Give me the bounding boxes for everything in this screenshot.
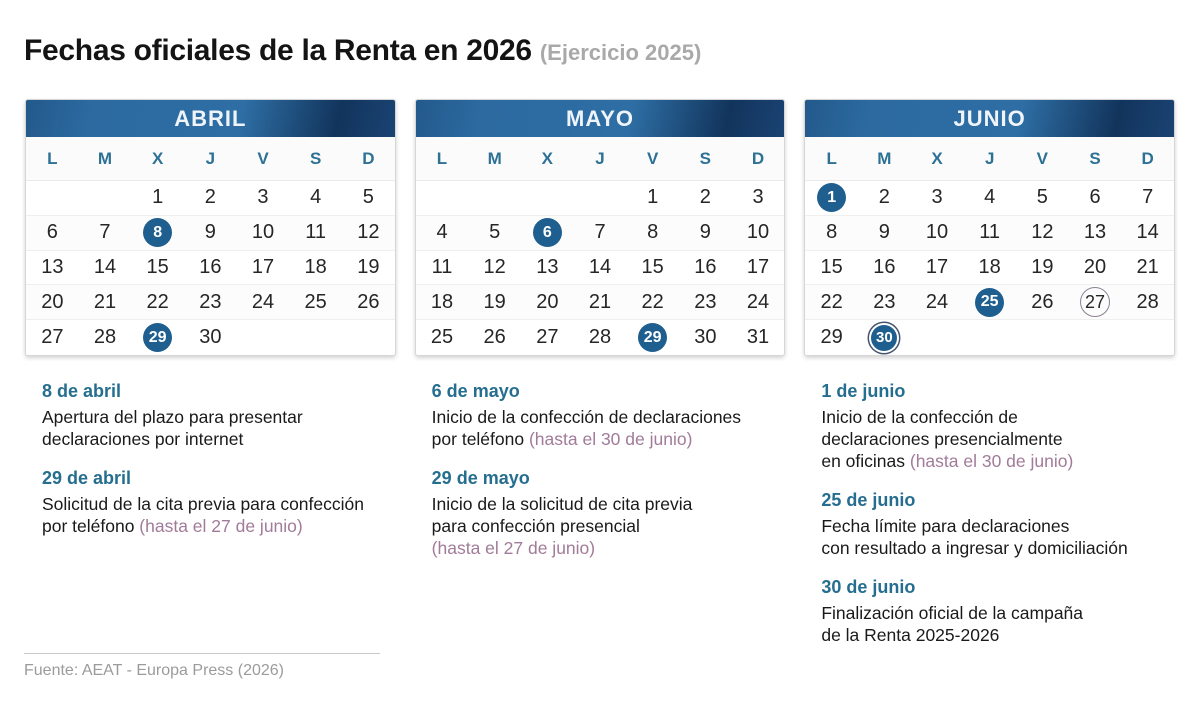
day-29-highlight-abril: 29 bbox=[143, 323, 172, 352]
empty-day-cell bbox=[79, 181, 132, 215]
month-title-abril: ABRIL bbox=[174, 105, 247, 131]
empty-day-cell bbox=[1016, 320, 1069, 355]
day-cell-5: 5 bbox=[489, 221, 501, 244]
note-text: Solicitud de la cita previa para confección bbox=[42, 493, 364, 514]
weekday-X: X bbox=[541, 148, 553, 168]
weekday-V: V bbox=[646, 148, 659, 168]
source-text: Fuente: AEAT - Europa Press (2026) bbox=[24, 662, 284, 679]
day-29-highlight-mayo: 29 bbox=[638, 323, 667, 352]
empty-day-cell bbox=[521, 181, 574, 215]
day-cell-7: 7 bbox=[99, 221, 111, 244]
week-row bbox=[805, 320, 1174, 355]
note-date-label: 29 de mayo bbox=[431, 467, 530, 488]
note-1-de-junio bbox=[821, 381, 1175, 472]
day-cell-6 bbox=[521, 216, 574, 250]
day-cell-15: 15 bbox=[641, 255, 664, 278]
empty-day-cell bbox=[1069, 320, 1122, 355]
day-cell-30 bbox=[858, 320, 911, 355]
day-cell-10: 10 bbox=[251, 221, 275, 244]
day-25-highlight-junio: 25 bbox=[975, 288, 1004, 317]
day-cell-10: 10 bbox=[925, 221, 949, 244]
day-cell-21: 21 bbox=[1136, 255, 1159, 278]
week-row bbox=[26, 251, 395, 286]
empty-day-cell bbox=[468, 181, 521, 215]
note-text: declaraciones por internet bbox=[42, 428, 244, 449]
day-1-highlight-junio: 1 bbox=[817, 183, 846, 212]
day-cell-4: 4 bbox=[310, 186, 322, 209]
note-date-label: 6 de mayo bbox=[431, 380, 520, 401]
note-text-line bbox=[432, 493, 786, 515]
empty-day-cell bbox=[237, 320, 290, 355]
day-cell-23: 23 bbox=[873, 290, 896, 313]
day-cell-22: 22 bbox=[146, 290, 169, 313]
day-cell-3: 3 bbox=[257, 186, 269, 209]
month-title-mayo: MAYO bbox=[566, 105, 634, 131]
weekday-M: M bbox=[877, 148, 892, 168]
note-text: Apertura del plazo para presentar bbox=[42, 406, 303, 427]
day-cell-15: 15 bbox=[146, 255, 169, 278]
day-cell-15: 15 bbox=[820, 255, 843, 278]
day-cell-9: 9 bbox=[878, 221, 890, 244]
weekday-D: D bbox=[1141, 148, 1154, 168]
calendar-abril bbox=[25, 99, 396, 356]
note-text: Inicio de la solicitud de cita previa bbox=[431, 493, 693, 514]
weekday-L: L bbox=[436, 148, 448, 168]
day-cell-13: 13 bbox=[536, 255, 559, 278]
day-cell-12: 12 bbox=[483, 255, 506, 278]
note-8-de-abril bbox=[42, 381, 396, 450]
day-cell-25 bbox=[963, 285, 1016, 319]
day-cell-23: 23 bbox=[694, 290, 717, 313]
weekday-S: S bbox=[1089, 148, 1101, 168]
note-deadline-text: (hasta el 27 de junio) bbox=[431, 537, 596, 558]
note-text-line bbox=[432, 515, 786, 537]
day-cell-5: 5 bbox=[1036, 186, 1048, 209]
day-cell-27: 27 bbox=[536, 326, 559, 349]
empty-day-cell bbox=[26, 181, 79, 215]
note-date-label: 8 de abril bbox=[42, 380, 122, 401]
day-grid-junio bbox=[805, 181, 1174, 355]
empty-day-cell bbox=[963, 320, 1016, 355]
note-text: Inicio de la confección de declaraciones bbox=[431, 406, 742, 427]
day-cell-24: 24 bbox=[925, 290, 949, 313]
day-cell-20: 20 bbox=[536, 290, 559, 313]
weekday-L: L bbox=[47, 148, 58, 168]
day-cell-4: 4 bbox=[436, 221, 448, 244]
day-cell-11: 11 bbox=[431, 255, 453, 278]
note-text-line bbox=[821, 602, 1175, 624]
day-cell-19: 19 bbox=[357, 255, 380, 278]
day-6-highlight-mayo: 6 bbox=[533, 218, 562, 247]
day-cell-8: 8 bbox=[647, 221, 659, 244]
day-cell-6: 6 bbox=[46, 221, 58, 244]
day-27-highlight-junio: 27 bbox=[1080, 287, 1110, 317]
day-cell-26: 26 bbox=[483, 326, 506, 349]
day-cell-13: 13 bbox=[1083, 221, 1107, 244]
weekday-J: J bbox=[205, 148, 216, 168]
day-cell-29 bbox=[626, 320, 679, 355]
note-text-line bbox=[821, 428, 1175, 450]
day-cell-17: 17 bbox=[746, 255, 770, 278]
day-cell-8: 8 bbox=[826, 221, 838, 244]
note-text: con resultado a ingresar y domiciliación bbox=[821, 537, 1128, 558]
day-cell-16: 16 bbox=[694, 255, 717, 278]
day-cell-4: 4 bbox=[984, 186, 996, 209]
note-text: Fecha límite para declaraciones bbox=[821, 515, 1070, 536]
renta-2026-infographic bbox=[0, 34, 1200, 679]
note-text: en oficinas bbox=[821, 450, 910, 471]
day-cell-17: 17 bbox=[925, 255, 949, 278]
day-cell-10: 10 bbox=[746, 221, 770, 244]
note-text: Finalización oficial de la campaña bbox=[821, 602, 1084, 623]
weekday-X: X bbox=[931, 148, 943, 168]
notes-junio bbox=[821, 381, 1175, 646]
day-cell-6: 6 bbox=[1089, 186, 1101, 209]
note-6-de-mayo bbox=[432, 381, 786, 450]
weekday-X: X bbox=[151, 148, 164, 168]
day-cell-24: 24 bbox=[251, 290, 275, 313]
empty-day-cell bbox=[342, 320, 395, 355]
day-cell-17: 17 bbox=[251, 255, 275, 278]
empty-day-cell bbox=[289, 320, 342, 355]
note-29-de-mayo bbox=[432, 468, 786, 559]
day-cell-22: 22 bbox=[641, 290, 664, 313]
note-text-line bbox=[821, 406, 1175, 428]
day-cell-9: 9 bbox=[699, 221, 711, 244]
week-row bbox=[416, 251, 785, 286]
note-text-line bbox=[432, 428, 786, 450]
note-date-label: 29 de abril bbox=[42, 467, 132, 488]
weekday-V: V bbox=[1036, 148, 1048, 168]
day-cell-3: 3 bbox=[752, 186, 764, 209]
calendar-header-mayo bbox=[416, 100, 785, 137]
day-cell-16: 16 bbox=[199, 255, 222, 278]
day-cell-7: 7 bbox=[594, 221, 606, 244]
day-cell-16: 16 bbox=[873, 255, 896, 278]
day-cell-20: 20 bbox=[1083, 255, 1107, 278]
week-row bbox=[805, 251, 1174, 286]
weekday-header-row bbox=[416, 137, 785, 181]
day-cell-19: 19 bbox=[1031, 255, 1054, 278]
note-30-de-junio bbox=[821, 577, 1175, 646]
note-date-label: 25 de junio bbox=[821, 489, 916, 510]
note-29-de-abril bbox=[42, 468, 396, 537]
day-cell-28: 28 bbox=[1136, 290, 1159, 313]
weekday-S: S bbox=[699, 148, 711, 168]
week-row bbox=[416, 181, 785, 216]
week-row bbox=[26, 216, 395, 251]
week-row bbox=[416, 216, 785, 251]
day-cell-27 bbox=[1069, 285, 1122, 319]
note-text-line bbox=[821, 450, 1175, 472]
day-cell-14: 14 bbox=[93, 255, 117, 278]
weekday-J: J bbox=[595, 148, 605, 168]
weekday-header-row bbox=[805, 137, 1174, 181]
note-text-line bbox=[821, 515, 1175, 537]
notes-abril bbox=[42, 381, 396, 537]
empty-day-cell bbox=[416, 181, 469, 215]
day-cell-22: 22 bbox=[820, 290, 843, 313]
day-cell-3: 3 bbox=[931, 186, 943, 209]
note-25-de-junio bbox=[821, 490, 1175, 559]
calendar-header-abril bbox=[26, 100, 395, 137]
day-cell-2: 2 bbox=[878, 186, 890, 209]
day-cell-1 bbox=[805, 181, 858, 215]
weekday-D: D bbox=[362, 148, 375, 168]
note-text-line bbox=[432, 537, 786, 559]
notes-mayo bbox=[432, 381, 786, 559]
title-text: Fechas oficiales de la Renta en 2026 bbox=[24, 34, 532, 67]
page-title bbox=[24, 34, 1176, 70]
weekday-V: V bbox=[257, 148, 269, 168]
note-text: por teléfono bbox=[431, 428, 529, 449]
day-8-highlight-abril: 8 bbox=[143, 218, 172, 247]
day-cell-13: 13 bbox=[41, 255, 64, 278]
day-30-highlight-junio: 30 bbox=[871, 325, 897, 351]
day-cell-28: 28 bbox=[93, 326, 117, 349]
day-cell-18: 18 bbox=[978, 255, 1001, 278]
day-cell-31: 31 bbox=[746, 326, 770, 349]
weekday-L: L bbox=[826, 148, 837, 168]
note-text: por teléfono bbox=[42, 515, 140, 536]
day-cell-21: 21 bbox=[93, 290, 117, 313]
calendar-mayo bbox=[415, 99, 786, 356]
day-cell-11: 11 bbox=[305, 221, 327, 244]
day-cell-7: 7 bbox=[1142, 186, 1154, 209]
weekday-D: D bbox=[751, 148, 765, 168]
week-row bbox=[26, 181, 395, 216]
day-cell-19: 19 bbox=[483, 290, 506, 313]
note-date-label: 1 de junio bbox=[821, 380, 906, 401]
day-cell-14: 14 bbox=[1136, 221, 1159, 244]
day-cell-28: 28 bbox=[588, 326, 612, 349]
month-column-abril bbox=[25, 99, 396, 664]
month-title-junio: JUNIO bbox=[953, 105, 1026, 131]
weekday-M: M bbox=[487, 148, 502, 168]
calendar-columns bbox=[25, 99, 1175, 664]
day-cell-25: 25 bbox=[304, 290, 327, 313]
note-text: Inicio de la confección de bbox=[821, 406, 1018, 427]
note-text-line bbox=[821, 624, 1175, 646]
note-text-line bbox=[42, 406, 396, 428]
week-row bbox=[805, 216, 1174, 251]
weekday-M: M bbox=[97, 148, 113, 168]
day-cell-2: 2 bbox=[699, 186, 711, 209]
day-cell-9: 9 bbox=[204, 221, 216, 244]
note-deadline-text: (hasta el 27 de junio) bbox=[139, 515, 303, 536]
day-cell-12: 12 bbox=[1031, 221, 1054, 244]
source-footer bbox=[24, 653, 380, 680]
page-subtitle: (Ejercicio 2025) bbox=[539, 40, 702, 65]
day-cell-18: 18 bbox=[430, 290, 454, 313]
day-cell-24: 24 bbox=[746, 290, 770, 313]
note-text-line bbox=[42, 428, 396, 450]
day-cell-25: 25 bbox=[430, 326, 454, 349]
day-cell-1: 1 bbox=[647, 186, 659, 209]
weekday-header-row bbox=[26, 137, 395, 181]
weekday-S: S bbox=[309, 148, 322, 168]
day-cell-12: 12 bbox=[357, 221, 380, 244]
weekday-J: J bbox=[984, 148, 995, 168]
note-text-line bbox=[42, 515, 396, 537]
day-cell-14: 14 bbox=[588, 255, 612, 278]
week-row bbox=[805, 181, 1174, 216]
week-row bbox=[26, 285, 395, 320]
day-cell-2: 2 bbox=[204, 186, 216, 209]
week-row bbox=[416, 285, 785, 320]
day-cell-21: 21 bbox=[588, 290, 612, 313]
day-cell-30: 30 bbox=[199, 326, 222, 349]
empty-day-cell bbox=[1121, 320, 1174, 355]
day-cell-26: 26 bbox=[1031, 290, 1054, 313]
day-cell-30: 30 bbox=[694, 326, 717, 349]
note-text-line bbox=[42, 493, 396, 515]
note-deadline-text: (hasta el 30 de junio) bbox=[909, 450, 1074, 471]
day-cell-11: 11 bbox=[979, 221, 1001, 244]
week-row bbox=[26, 320, 395, 355]
day-cell-29 bbox=[131, 320, 184, 355]
day-cell-27: 27 bbox=[41, 326, 64, 349]
month-column-mayo bbox=[415, 99, 786, 664]
day-grid-abril bbox=[26, 181, 395, 355]
calendar-junio bbox=[804, 99, 1175, 356]
footer-divider bbox=[24, 653, 380, 654]
note-text-line bbox=[432, 406, 786, 428]
week-row bbox=[805, 285, 1174, 320]
day-cell-23: 23 bbox=[199, 290, 222, 313]
day-cell-20: 20 bbox=[41, 290, 64, 313]
empty-day-cell bbox=[574, 181, 627, 215]
day-cell-29: 29 bbox=[820, 326, 843, 349]
day-cell-5: 5 bbox=[362, 186, 374, 209]
note-text: de la Renta 2025-2026 bbox=[821, 624, 1000, 645]
note-text: para confección presencial bbox=[431, 515, 640, 536]
note-deadline-text: (hasta el 30 de junio) bbox=[528, 428, 693, 449]
day-cell-1: 1 bbox=[152, 186, 164, 209]
note-date-label: 30 de junio bbox=[821, 576, 916, 597]
week-row bbox=[416, 320, 785, 355]
day-grid-mayo bbox=[416, 181, 785, 355]
day-cell-18: 18 bbox=[304, 255, 327, 278]
note-text-line bbox=[821, 537, 1175, 559]
note-text: declaraciones presencialmente bbox=[821, 428, 1063, 449]
empty-day-cell bbox=[911, 320, 964, 355]
month-column-junio bbox=[804, 99, 1175, 664]
day-cell-8 bbox=[131, 216, 184, 250]
calendar-header-junio bbox=[805, 100, 1174, 137]
day-cell-26: 26 bbox=[357, 290, 380, 313]
